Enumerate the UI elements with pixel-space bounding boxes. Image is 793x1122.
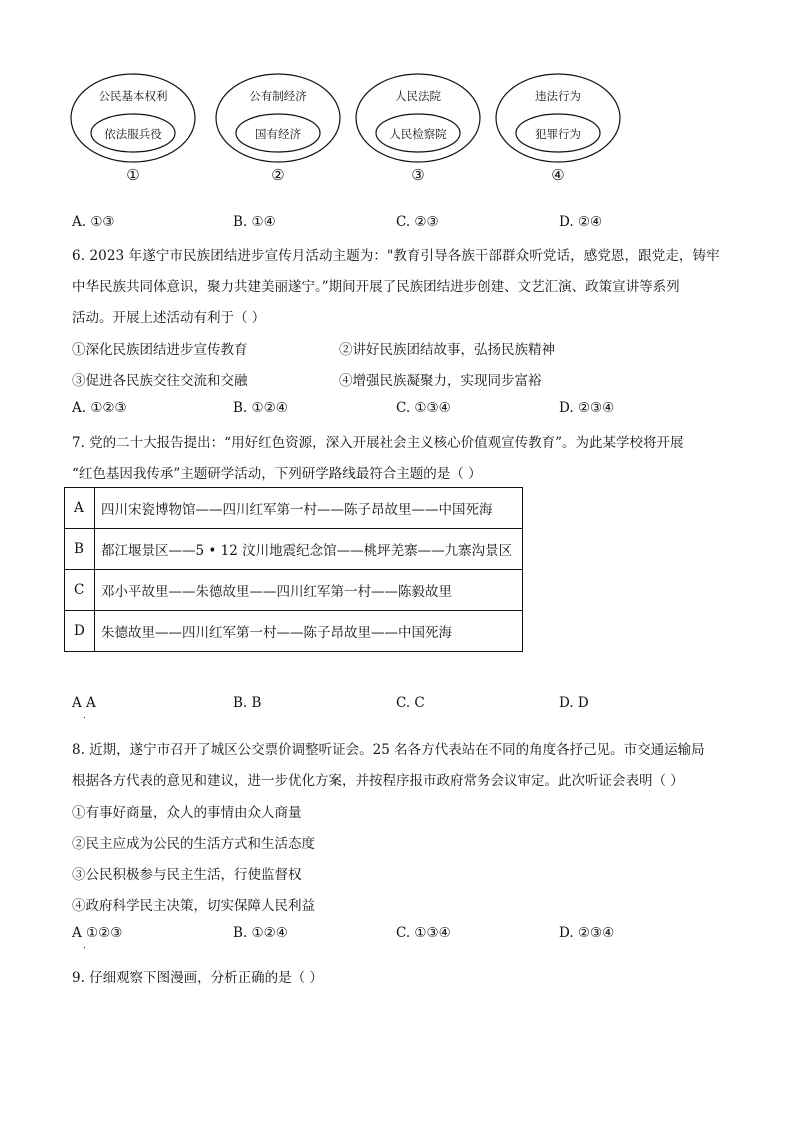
route-text: 朱德故里——四川红军第一村——陈子昂故里——中国死海: [95, 611, 523, 652]
route-table: [64, 487, 523, 652]
outer-label-3: 人民法院: [395, 89, 441, 103]
q7-option-a: A A: [72, 695, 96, 711]
route-text: 四川宋瓷博物馆——四川红军第一村——陈子昂故里——中国死海: [95, 488, 523, 529]
diagram-num-2: ②: [271, 166, 285, 184]
route-text: 邓小平故里——朱德故里——四川红军第一村——陈毅故里: [95, 570, 523, 611]
q7-stem-line-2: “红色基因我传承”主题研学活动，下列研学路线最符合主题的是（ ）: [72, 466, 482, 482]
outer-label-4: 违法行为: [535, 89, 581, 103]
q6-stem-line-1: 6. 2023 年遂宁市民族团结进步宣传月活动主题为："教育引导各族干部群众听党话，感党恩，跟党走，铸牢: [72, 248, 720, 264]
inner-label-1: 依法服兵役: [104, 127, 162, 141]
q6-stem-line-3: 活动。开展上述活动有利于（ ）: [72, 310, 266, 326]
q8-option-d: D. ②③④: [559, 925, 615, 941]
q6-statement-2: ②讲好民族团结故事，弘扬民族精神: [339, 342, 555, 358]
inner-label-2: 国有经济: [255, 127, 301, 141]
route-key: A: [65, 488, 95, 529]
route-key: B: [65, 529, 95, 570]
q6-option-d: D. ②③④: [559, 400, 615, 416]
q8-stem-line-2: 根据各方代表的意见和建议，进一步优化方案，并按程序报市政府常务会议审定。此次听证会表明（ ）: [72, 773, 684, 789]
q8-statement-3: ③公民积极参与民主生活，行使监督权: [72, 867, 302, 883]
route-key: C: [65, 570, 95, 611]
venn-diagram: [68, 70, 628, 188]
route-text: 都江堰景区——5 • 12 汶川地震纪念馆——桃坪羌寨——九寨沟景区: [95, 529, 523, 570]
q8-option-a-dot: .: [83, 941, 86, 951]
q6-statement-4: ④增强民族凝聚力，实现同步富裕: [339, 373, 542, 389]
q8-option-a: A ①②③: [72, 925, 123, 941]
diagram-num-3: ③: [411, 166, 425, 184]
q6-stem-line-2: 中华民族共同体意识，聚力共建美丽遂宁。”期间开展了民族团结进步创建、文艺汇演、政策宣讲等系列: [72, 279, 680, 295]
q8-option-b: B. ①②④: [233, 925, 288, 941]
diagram-num-1: ①: [126, 166, 140, 184]
q6-statement-1: ①深化民族团结进步宣传教育: [72, 342, 248, 358]
q8-stem-line-1: 8. 近期，遂宁市召开了城区公交票价调整听证会。25 名各方代表站在不同的角度各抒己见。市交通运输局: [72, 742, 705, 758]
table-row: [65, 488, 523, 529]
q8-statement-1: ①有事好商量，众人的事情由众人商量: [72, 805, 302, 821]
q7-option-b: B. B: [233, 695, 262, 711]
diagram-num-4: ④: [551, 166, 565, 184]
q6-option-b: B. ①②④: [233, 400, 288, 416]
q7-option-c: C. C: [396, 695, 425, 711]
table-row: [65, 611, 523, 652]
q8-statement-4: ④政府科学民主决策，切实保障人民利益: [72, 898, 315, 914]
q5-option-b: B. ①④: [233, 214, 276, 230]
q6-option-c: C. ①③④: [396, 400, 451, 416]
q5-option-c: C. ②③: [396, 214, 439, 230]
q7-option-a-dot: .: [83, 711, 86, 721]
q6-statement-3: ③促进各民族交往交流和交融: [72, 373, 248, 389]
q5-option-d: D. ②④: [559, 214, 603, 230]
route-key: D: [65, 611, 95, 652]
table-row: [65, 570, 523, 611]
inner-label-4: 犯罪行为: [535, 127, 581, 141]
q7-option-d: D. D: [559, 695, 589, 711]
q8-statement-2: ②民主应成为公民的生活方式和生活态度: [72, 836, 315, 852]
outer-label-1: 公民基本权利: [98, 89, 168, 103]
table-row: [65, 529, 523, 570]
q5-option-a: A. ①③: [72, 214, 115, 230]
q8-option-c: C. ①③④: [396, 925, 451, 941]
q9-stem: 9. 仔细观察下图漫画，分析正确的是（ ）: [72, 970, 323, 986]
inner-label-3: 人民检察院: [389, 127, 447, 141]
outer-label-2: 公有制经济: [249, 89, 307, 103]
q6-option-a: A. ①②③: [72, 400, 127, 416]
q7-stem-line-1: 7. 党的二十大报告提出：“用好红色资源，深入开展社会主义核心价值观宣传教育”。为此某学校将开展: [72, 435, 684, 451]
